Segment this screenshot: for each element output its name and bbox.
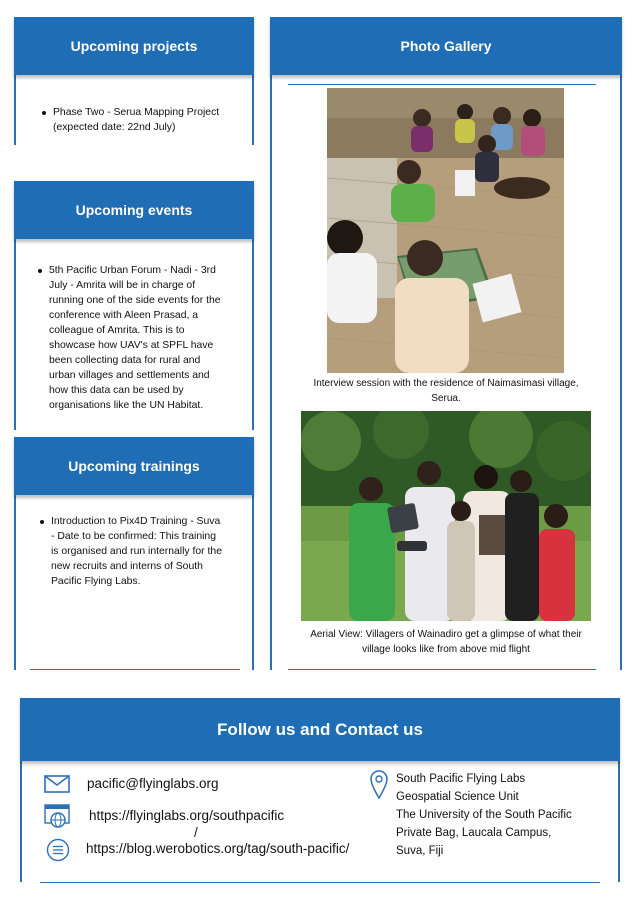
gallery-frame-bottom [288,669,596,670]
globe-icon [44,804,70,835]
address-line: Private Bag, Laucala Campus, [396,827,552,839]
postal-address [396,770,616,860]
email-link[interactable]: pacific@flyinglabs.org [87,776,219,791]
projects-header [14,17,254,75]
list-item: Phase Two - Serua Mapping Project (expected date: 22nd July) [40,105,240,135]
gallery-title: Photo Gallery [400,38,492,54]
events-title: Upcoming events [75,202,193,218]
contact-header [20,698,620,761]
events-header [14,181,254,239]
address-line: South Pacific Flying Labs [396,773,526,785]
list-item: Introduction to Pix4D Training - Suva - Date to be confirmed: This training is organised and run internally for the new recruits and interns of South Pacific Flying Labs. [38,514,248,589]
contact-frame-bottom [40,882,600,883]
interview-photo [327,88,564,373]
location-pin-icon [370,770,388,805]
projects-title: Upcoming projects [70,38,198,54]
trainings-frame-bottom [30,669,240,670]
envelope-icon [44,775,70,798]
gallery-header [270,17,622,75]
aerial-view-photo-illustration [301,411,591,621]
interview-caption: Interview session with the residence of Naimasimasi village, Serua. [313,378,579,404]
projects-list [40,105,240,135]
address-line: Geospatial Science Unit [396,791,519,803]
contact-title: Follow us and Contact us [217,719,423,739]
trainings-title: Upcoming trainings [68,458,200,474]
address-line: The University of the South Pacific [396,809,572,821]
aerial-view-caption: Aerial View: Villagers of Wainadiro get a glimpse of what their village looks like from above mid flight [310,629,582,655]
website-link-tail[interactable]: / [194,825,198,840]
address-line: Suva, Fiji [396,845,444,857]
gallery-frame-top-line [288,84,596,85]
events-list [36,263,246,413]
interview-photo-illustration [327,88,564,373]
trainings-header [14,437,254,495]
blog-icon [46,838,70,867]
blog-link[interactable]: https://blog.werobotics.org/tag/south-pacific/ [86,841,350,856]
trainings-list [38,514,248,589]
aerial-view-photo [301,411,591,621]
website-link[interactable]: https://flyinglabs.org/southpacific [89,808,285,823]
list-item: 5th Pacific Urban Forum - Nadi - 3rd July - Amrita will be in charge of running one of the side events for the conference with Aleen Prasad, a colleague of Amrita. This is to showcase how UAV's at SPFL have been collecting data for rural and urban villages and settlements and how this data can be used by organisations like the UN Habitat. [36,263,246,413]
